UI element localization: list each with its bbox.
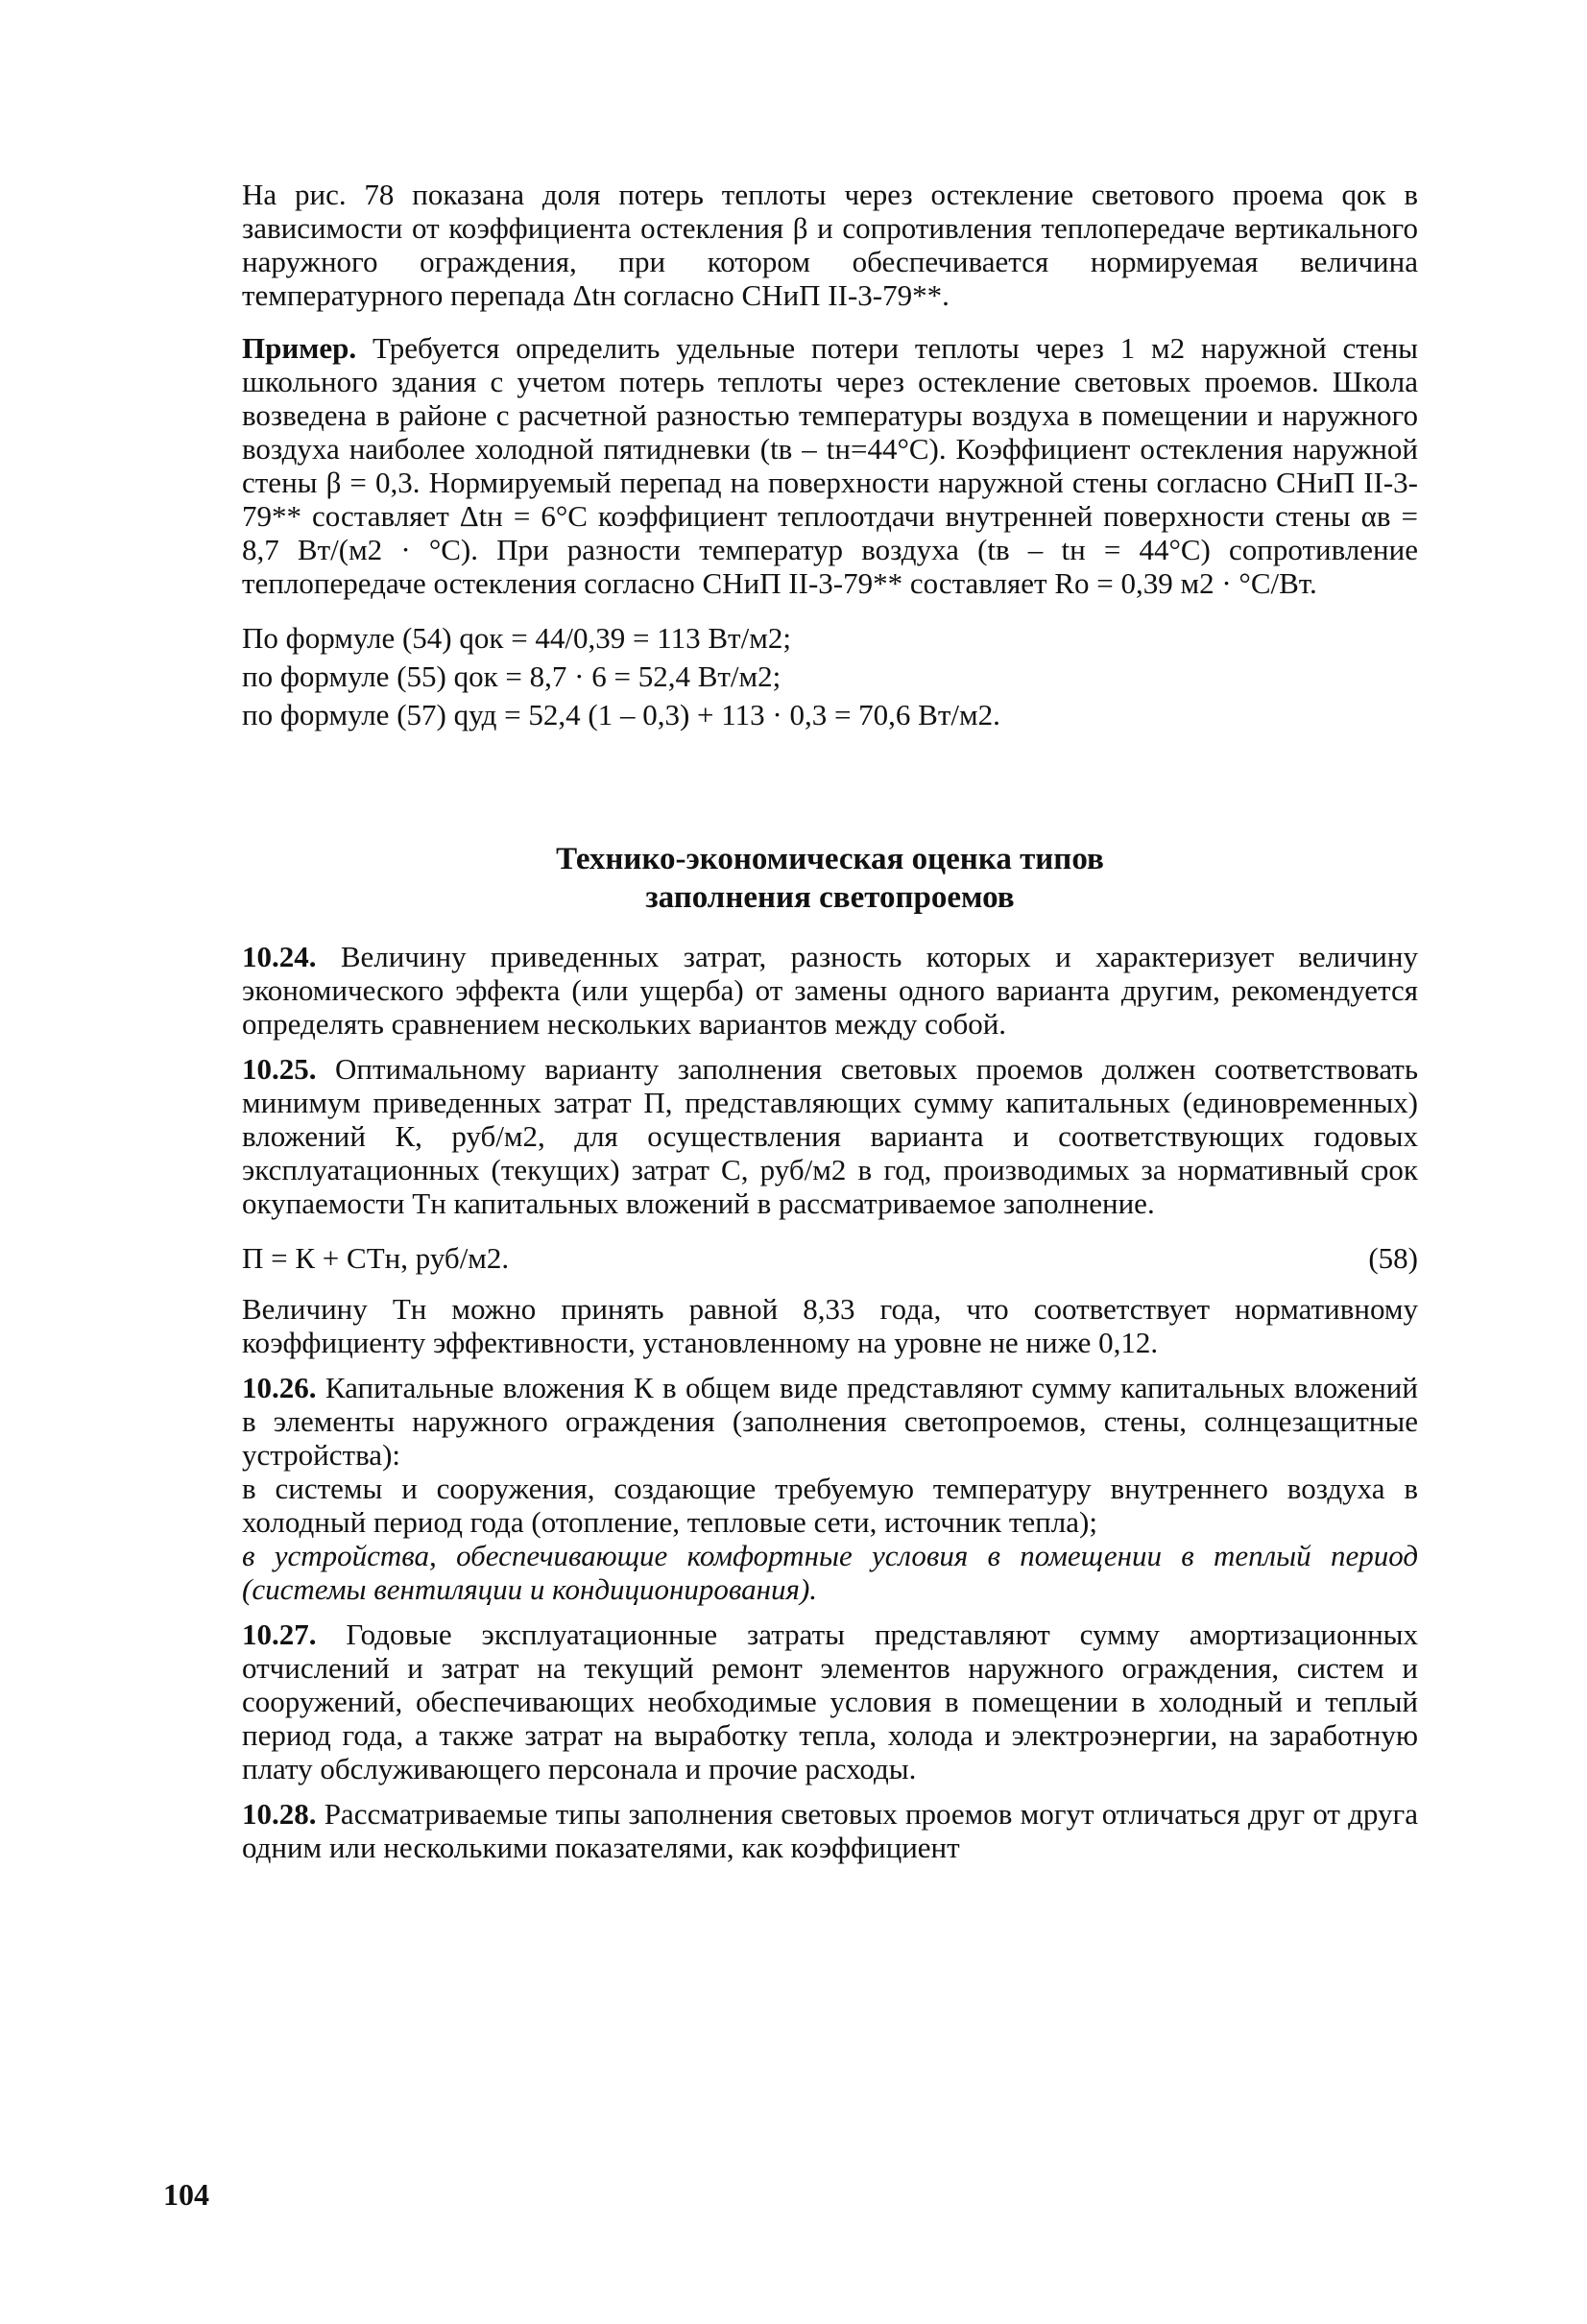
section-10-24	[242, 940, 1418, 1041]
intro-paragraph: На рис. 78 показана доля потерь теплоты через остекление светового проема qок в зависимости от коэффициента остекления β и сопротивления теплопередаче вертикального наружного ограждения, при котором обеспечивается нормируемая величина температурного перепада Δtн согласно СНиП II-3-79**.	[242, 178, 1418, 312]
section-10-26-item-2: в устройства, обеспечивающие комфортные условия в помещении в теплый период (системы вентиляции и кондиционирования).	[242, 1539, 1418, 1606]
tn-paragraph: Величину Tн можно принять равной 8,33 года, что соответствует нормативному коэффициенту эффективности, установленному на уровне не ниже 0,12.	[242, 1292, 1418, 1359]
example-text: Требуется определить удельные потери теплоты через 1 м2 наружной стены школьного здания с учетом потерь теплоты через остекление световых проемов. Школа возведена в районе с расчетной разностью температуры воздуха в помещении и наружного воздуха наиболее холодной пятидневки (tв – tн=44°С). Коэффициент остекления наружной стены β = 0,3. Нормируемый перепад на поверхности наружной стены согласно СНиП II-3-79** составляет Δtн = 6°С коэффициент теплоотдачи внутренней поверхности стены αв = 8,7 Вт/(м2 · °С). При разности температур воздуха (tв – tн = 44°С) сопротивление теплопередаче остекления согласно СНиП II-3-79** составляет Rо = 0,39 м2 · °С/Вт.	[242, 331, 1419, 600]
page-number: 104	[163, 2177, 209, 2212]
page-content	[242, 178, 1418, 1864]
example-label: Пример.	[242, 331, 357, 365]
section-text: Величину приведенных затрат, разность которых и характеризует величину экономического эффекта (или ущерба) от замены одного варианта другим, рекомендуется определять сравнением нескольких вариантов между собой.	[242, 940, 1418, 1041]
section-text: Оптимальному варианту заполнения световых проемов должен соответствовать минимум приведенных затрат П, представляющих сумму капитальных (единовременных) вложений К, руб/м2, для осуществления варианта и соответствующих годовых эксплуатационных (текущих) затрат С, руб/м2 в год, производимых за нормативный срок окупаемости Tн капитальных вложений в рассматриваемое заполнение.	[242, 1052, 1418, 1220]
section-number: 10.26.	[242, 1371, 317, 1404]
heading-line-2: заполнения светопроемов	[645, 880, 1015, 915]
equation-number: (58)	[1368, 1241, 1418, 1275]
section-10-25	[242, 1052, 1418, 1220]
section-text: Годовые эксплуатационные затраты представляют сумму амортизационных отчислений и затрат на текущий ремонт элементов наружного ограждения, систем и сооружений, обеспечивающих необходимые условия в помещении в холодный и теплый период года, а также затрат на выработку тепла, холода и электроэнергии, на заработную плату обслуживающего персонала и прочие расходы.	[242, 1617, 1418, 1785]
equation-58	[242, 1241, 1418, 1275]
section-number: 10.24.	[242, 940, 317, 973]
section-number: 10.28.	[242, 1797, 317, 1831]
section-heading	[242, 840, 1418, 917]
heading-line-1: Технико-экономическая оценка типов	[556, 842, 1104, 876]
section-text: Капитальные вложения К в общем виде представляют сумму капитальных вложений в элементы наружного ограждения (заполнения светопроемов, стены, солнцезащитные устройства):	[242, 1371, 1418, 1472]
section-number: 10.27.	[242, 1617, 317, 1651]
section-10-28	[242, 1797, 1418, 1864]
section-10-26	[242, 1371, 1418, 1472]
section-number: 10.25.	[242, 1052, 317, 1086]
section-text: Рассматриваемые типы заполнения световых проемов могут отличаться друг от друга одним или несколькими показателями, как коэффициент	[242, 1797, 1418, 1864]
example-paragraph	[242, 331, 1418, 600]
equation-body: П = К + СТн, руб/м2.	[242, 1241, 510, 1275]
section-10-26-item-1: в системы и сооружения, создающие требуемую температуру внутреннего воздуха в холодный период года (отопление, тепловые сети, источник тепла);	[242, 1472, 1418, 1539]
formula-57: по формуле (57) qуд = 52,4 (1 – 0,3) + 113 · 0,3 = 70,6 Вт/м2.	[242, 698, 1000, 731]
formula-list	[242, 619, 1418, 734]
formula-55: по формуле (55) qок = 8,7 · 6 = 52,4 Вт/м2;	[242, 659, 781, 693]
section-10-27	[242, 1617, 1418, 1785]
formula-54: По формуле (54) qок = 44/0,39 = 113 Вт/м2;	[242, 621, 791, 655]
